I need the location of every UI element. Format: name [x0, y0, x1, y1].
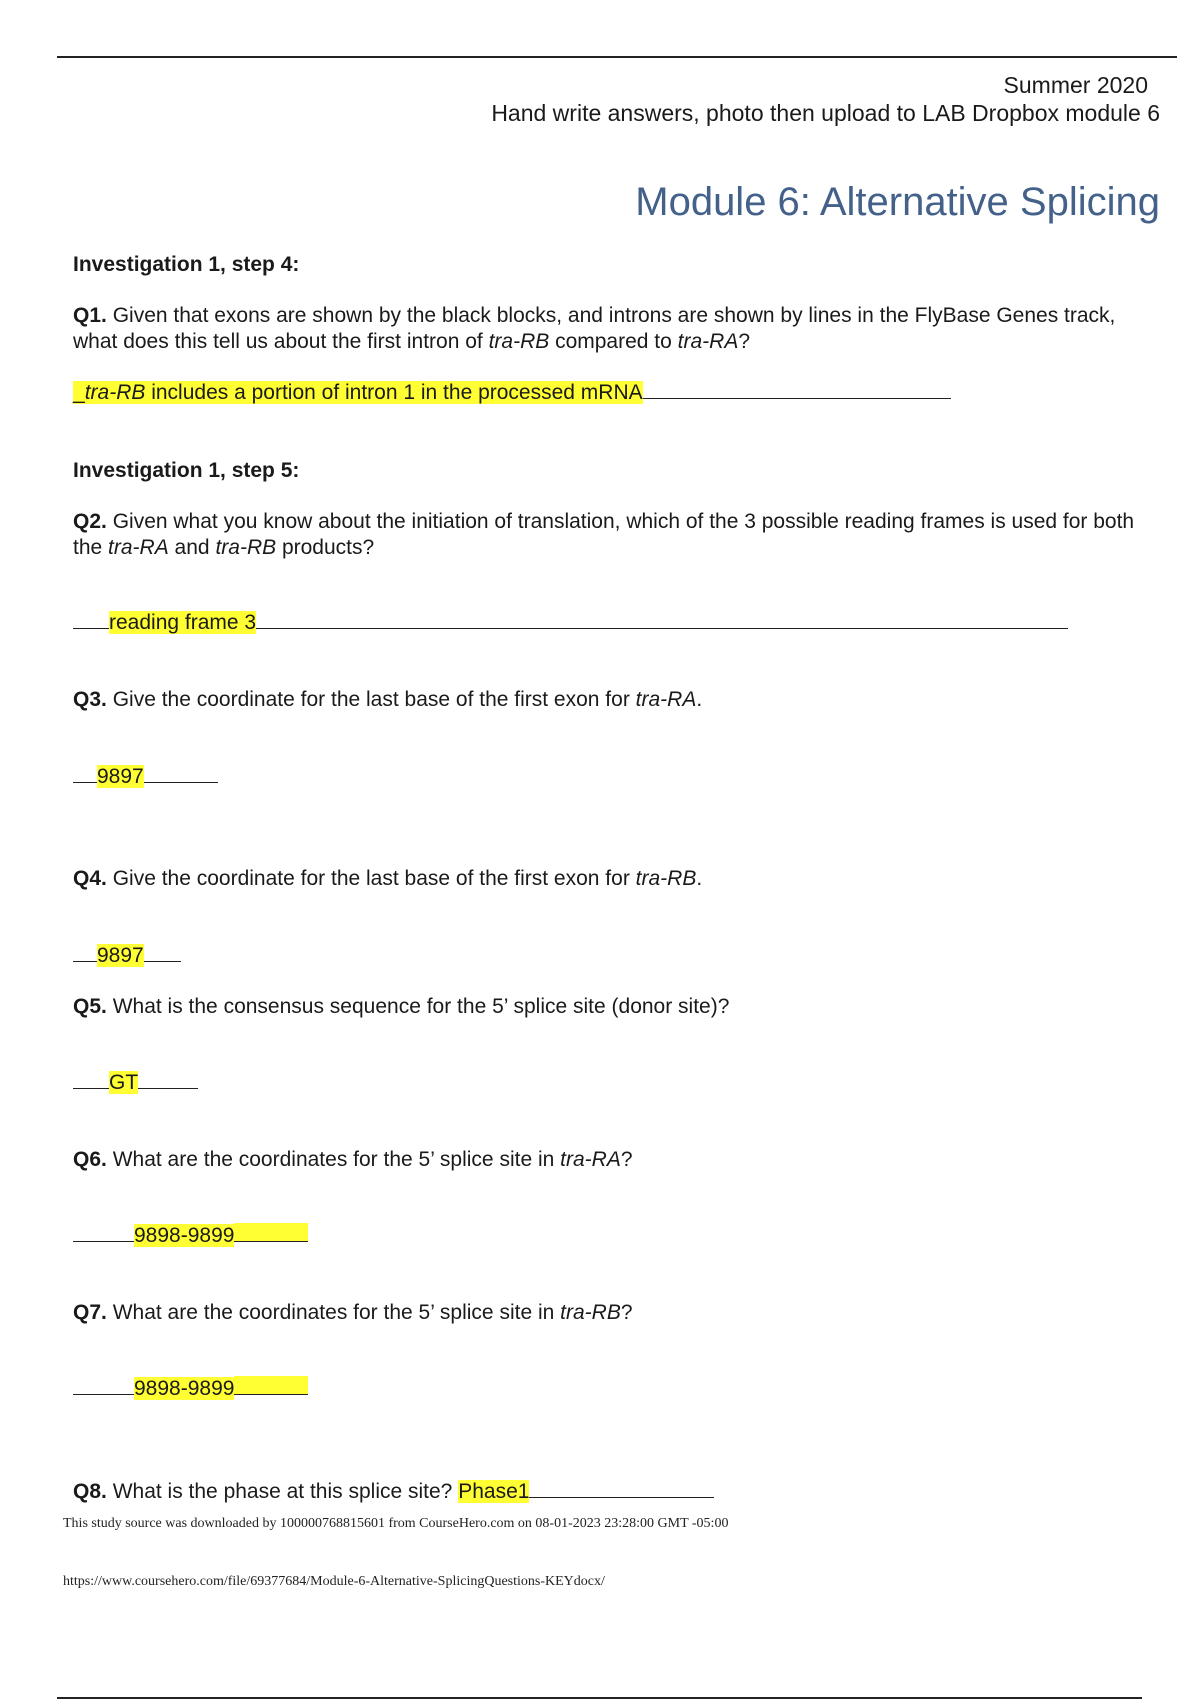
answer-6 — [73, 1223, 308, 1249]
answer-blank-line — [73, 943, 97, 962]
question-number: Q7. — [73, 1301, 107, 1324]
bottom-rule — [57, 1697, 1142, 1699]
instructions-text: Hand write answers, photo then upload to LAB Dropbox module 6 — [491, 100, 1160, 126]
answer-blank-line — [73, 610, 109, 629]
question-4 — [73, 866, 702, 892]
answer-blank-line — [643, 380, 951, 399]
answer-blank-prefix: _ — [73, 381, 85, 404]
question-7 — [73, 1300, 633, 1326]
question-number: Q6. — [73, 1148, 107, 1171]
answer-blank-line — [529, 1479, 714, 1498]
answer-5 — [73, 1070, 198, 1096]
answer-blank-line — [144, 764, 218, 783]
gene-name: tra-RA — [635, 688, 697, 711]
question-number: Q5. — [73, 995, 107, 1018]
answer-7 — [73, 1376, 308, 1402]
answer-2 — [73, 610, 1068, 636]
question-text: . — [696, 688, 703, 711]
question-2 — [73, 509, 1153, 561]
gene-name: tra-RA — [108, 536, 169, 559]
question-number: Q1. — [73, 304, 107, 327]
question-text: What are the coordinates for the 5’ splice site in — [106, 1301, 561, 1324]
answer-blank-line — [234, 1223, 308, 1242]
gene-name: tra-RB — [488, 330, 550, 353]
question-1 — [73, 303, 1133, 355]
question-text: Give the coordinate for the last base of the first exon for — [106, 688, 636, 711]
answer-blank-line — [73, 1223, 134, 1242]
highlighted-answer: GT — [109, 1071, 139, 1094]
answer-blank-line — [73, 1070, 109, 1089]
highlighted-answer: 9898-9899 — [134, 1224, 235, 1247]
question-text: ? — [620, 1148, 633, 1171]
answer-1 — [73, 380, 951, 406]
answer-blank-line — [138, 1070, 198, 1089]
question-text: . — [696, 867, 703, 890]
question-text: What is the consensus sequence for the 5’ splice site (donor site)? — [106, 995, 730, 1018]
question-number: Q3. — [73, 688, 107, 711]
answer-4 — [73, 943, 181, 969]
question-5 — [73, 994, 729, 1020]
answer-3 — [73, 764, 218, 790]
highlighted-answer: 9898-9899 — [134, 1377, 235, 1400]
gene-name: tra-RB — [635, 867, 697, 890]
answer-blank-line — [256, 610, 1068, 629]
question-number: Q4. — [73, 867, 107, 890]
question-6 — [73, 1147, 633, 1173]
question-text: products? — [276, 536, 375, 559]
gene-name: tra-RA — [560, 1148, 621, 1171]
section-heading-step4: Investigation 1, step 4: — [73, 253, 300, 276]
answer-blank-line — [73, 764, 97, 783]
highlighted-answer — [73, 381, 643, 404]
question-number: Q2. — [73, 510, 107, 533]
question-text: What are the coordinates for the 5’ splice site in — [106, 1148, 561, 1171]
question-8 — [73, 1479, 714, 1505]
question-3 — [73, 687, 702, 713]
gene-name: tra-RB — [84, 381, 146, 404]
question-text: and — [168, 536, 216, 559]
source-url: https://www.coursehero.com/file/69377684/Module-6-Alternative-SplicingQuestions-KEYdocx/ — [63, 1574, 605, 1589]
question-number: Q8. — [73, 1480, 107, 1503]
question-text: Given what you know about the initiation of translation, which of the 3 possible reading frames is used for both the — [73, 510, 1135, 559]
download-source-note: This study source was downloaded by 100000768815601 from CourseHero.com on 08-01-2023 23:28:00 GMT -05:00 — [63, 1516, 729, 1531]
question-text: Give the coordinate for the last base of the first exon for — [106, 867, 636, 890]
question-text: ? — [620, 1301, 633, 1324]
answer-blank-line — [144, 943, 181, 962]
answer-text: includes a portion of intron 1 in the processed mRNA — [145, 381, 643, 404]
term-label: Summer 2020 — [1003, 72, 1148, 98]
highlighted-answer: 9897 — [97, 944, 144, 967]
top-rule — [57, 56, 1177, 58]
gene-name: tra-RB — [560, 1301, 621, 1324]
highlighted-answer: Phase1 — [458, 1480, 530, 1503]
answer-blank-line — [234, 1376, 308, 1395]
question-text: compared to — [549, 330, 678, 353]
question-text: What is the phase at this splice site? — [106, 1480, 459, 1503]
section-heading-step5: Investigation 1, step 5: — [73, 459, 300, 482]
highlighted-answer: reading frame 3 — [109, 611, 257, 634]
document-title: Module 6: Alternative Splicing — [635, 180, 1160, 224]
gene-name: tra-RA — [677, 330, 739, 353]
question-text: ? — [738, 330, 751, 353]
question-text: Given that exons are shown by the black blocks, and introns are shown by lines in the FlyBase Genes track, what does this tell us about the first intron of — [73, 304, 1116, 353]
gene-name: tra-RB — [215, 536, 277, 559]
answer-blank-line — [73, 1376, 134, 1395]
highlighted-answer: 9897 — [97, 765, 144, 788]
